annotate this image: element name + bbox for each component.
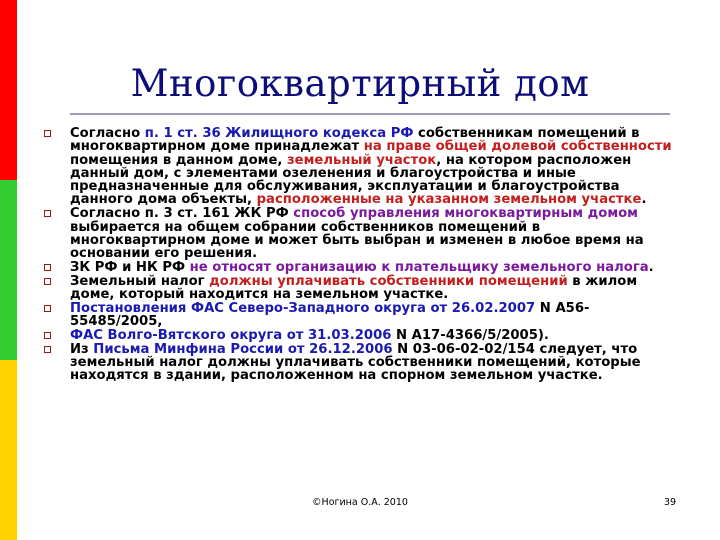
bullet-item <box>44 343 676 383</box>
left-accent-bar-red <box>0 0 17 180</box>
highlighted-text: земельный участок <box>287 152 437 168</box>
highlighted-text: ФАС Волго-Вятского округа от 31.03.2006 <box>70 327 392 343</box>
bullet-text: N А17-4366/5/2005). <box>391 327 549 343</box>
bullet-text: N 03-06-02-02/154 следует, что земельный налог должны уплачивать собственники помещений, которые находятся в здании, расположенном на спорном земельном участке. <box>70 341 641 384</box>
bullet-item <box>44 329 676 342</box>
highlighted-text: п. 1 ст. 36 Жилищного кодекса РФ <box>144 126 414 141</box>
square-bullet-icon <box>44 210 51 217</box>
bullet-text: Согласно <box>70 126 145 141</box>
page-number: 39 <box>664 497 677 508</box>
bullet-text: , на котором расположен данный дом, с элементами озеленения и благоустройства и иные предназначенные для обслуживания, эксплуатации и благоустройства данного дома объекты, <box>70 152 632 208</box>
highlighted-text: Постановления ФАС Северо-Западного округа от 26.02.2007 <box>70 300 536 316</box>
slide-title: Многоквартирный дом <box>130 62 590 105</box>
highlighted-text: не относят организацию к плательщику земельного налога <box>189 259 649 275</box>
bullet-list <box>44 127 676 383</box>
bullet-text: N А56-55485/2005, <box>70 300 590 330</box>
highlighted-text: расположенные на указанном земельном участке <box>256 192 642 208</box>
square-bullet-icon <box>44 332 51 339</box>
square-bullet-icon <box>44 346 51 353</box>
highlighted-text: на праве общей долевой собственности <box>363 139 672 155</box>
square-bullet-icon <box>44 130 51 137</box>
bullet-text: собственникам помещений в многоквартирном доме принадлежат <box>70 126 640 155</box>
highlighted-text: Письма Минфина России от 26.12.2006 <box>93 341 393 357</box>
bullet-text: Земельный налог <box>70 273 210 289</box>
bullet-text: выбирается на общем собрании собственников помещений в многоквартирном доме и может быть выбран и изменен в любое время на основании его решения. <box>70 219 644 262</box>
bullet-item <box>44 127 676 207</box>
bullet-item <box>44 302 676 329</box>
bullet-item <box>44 261 676 274</box>
highlighted-text: способ управления многоквартирным домом <box>293 206 638 222</box>
bullet-text: . <box>648 259 654 275</box>
square-bullet-icon <box>44 264 51 271</box>
bullet-text: в жилом доме, который находится на земельном участке. <box>70 273 638 303</box>
bullet-text: ЗК РФ и НК РФ <box>70 259 190 275</box>
bullet-text: Согласно п. 3 ст. 161 ЖК РФ <box>70 206 294 222</box>
square-bullet-icon <box>44 305 51 312</box>
left-accent-bar-green <box>0 180 17 360</box>
title-divider <box>70 113 670 115</box>
bullet-text: . <box>641 192 647 208</box>
left-accent-bar-yellow <box>0 360 17 540</box>
square-bullet-icon <box>44 278 51 285</box>
slide-footer: ©Ногина О.А. 2010 <box>312 497 408 508</box>
bullet-item <box>44 275 676 302</box>
bullet-text: помещения в данном доме, <box>70 152 288 168</box>
bullet-item <box>44 207 676 260</box>
bullet-text: Из <box>70 341 94 357</box>
highlighted-text: должны уплачивать собственники помещений <box>209 273 568 289</box>
